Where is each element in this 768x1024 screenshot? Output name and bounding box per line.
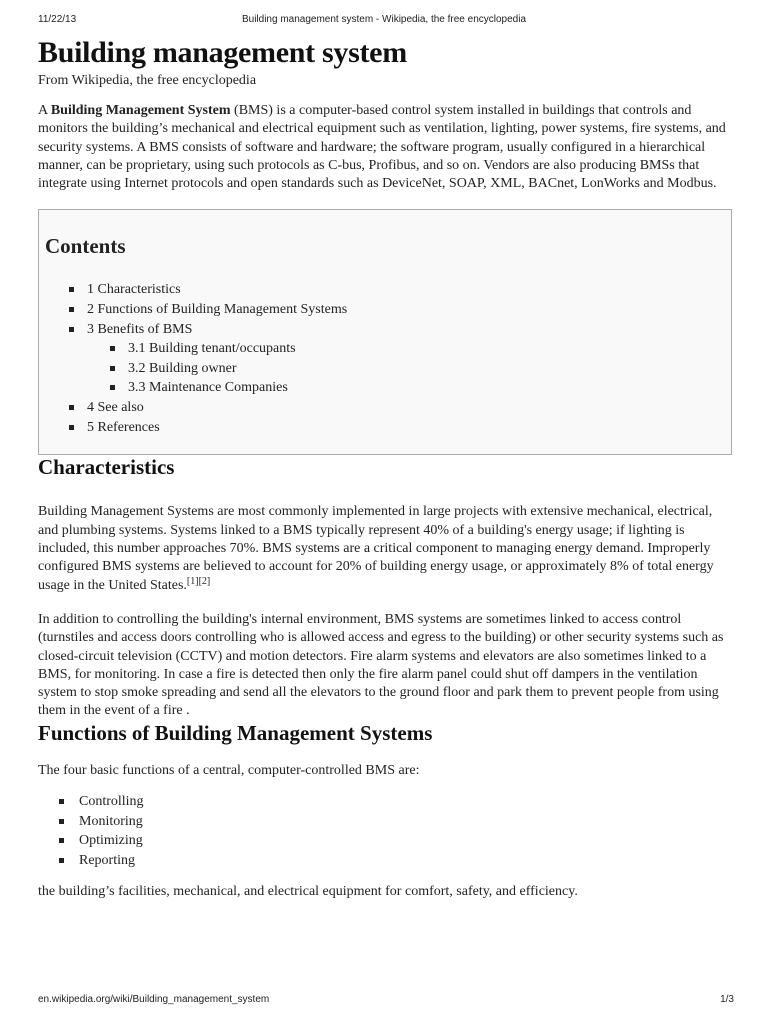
print-header xyxy=(0,14,768,28)
bullet-icon xyxy=(69,287,74,292)
functions-tail: the building’s facilities, mechanical, and electrical equipment for comfort, safety, and efficiency. xyxy=(38,884,578,900)
bullet-icon xyxy=(59,858,64,863)
characteristics-paragraph-1: Building Management Systems are most commonly implemented in large projects with extensive mechanical, electrical, and plumbing systems. Systems linked to a BMS typically represent 40% of a building's energy usage; if lighting is included, this number approaches 70%. BMS systems are a critical component to managing energy demand. Improperly configured BMS systems are believed to account for 20% of building energy usage, or approximately 8% of total energy usage in the United States.[1][2] xyxy=(38,504,714,593)
toc-heading: Contents xyxy=(45,234,126,259)
citation-2[interactable]: [2] xyxy=(198,575,211,587)
list-item: Optimizing xyxy=(38,831,732,851)
toc-item-characteristics[interactable]: 1 Characteristics xyxy=(67,280,347,300)
list-item: Controlling xyxy=(38,792,732,812)
list-item: Monitoring xyxy=(38,812,732,832)
toc-item-see-also[interactable]: 4 See also xyxy=(67,398,347,418)
bullet-icon xyxy=(110,346,115,351)
toc-item-references[interactable]: 5 References xyxy=(67,418,347,438)
functions-list xyxy=(38,792,732,870)
print-url: en.wikipedia.org/wiki/Building_management_system xyxy=(38,994,270,1005)
bullet-icon xyxy=(110,385,115,390)
intro-paragraph: A Building Management System (BMS) is a computer-based control system installed in buildings that controls and monitors the building’s mechanical and electrical equipment such as ventilation, lighting, power systems, fire systems, and security systems. A BMS consists of software and hardware; the software program, usually configured in a hierarchical manner, can be proprietary, using such protocols as C-bus, Profibus, and so on. Vendors are also producing BMSs that integrate using Internet protocols and open standards such as DeviceNet, SOAP, XML, BACnet, LonWorks and Modbus. xyxy=(38,103,726,192)
page-number: 1/3 xyxy=(720,994,734,1005)
page-title: Building management system xyxy=(38,36,407,69)
toc-item-benefits[interactable]: 3 Benefits of BMS xyxy=(67,320,347,340)
bullet-icon xyxy=(69,405,74,410)
section-heading-characteristics: Characteristics xyxy=(38,455,175,480)
list-item: Reporting xyxy=(38,851,732,871)
bullet-icon xyxy=(110,366,115,371)
toc-item-tenant[interactable]: 3.1 Building tenant/occupants xyxy=(67,339,347,359)
article xyxy=(38,36,732,902)
bullet-icon xyxy=(59,799,64,804)
toc-list xyxy=(67,280,347,437)
toc-item-owner[interactable]: 3.2 Building owner xyxy=(67,359,347,379)
toc-item-maintenance[interactable]: 3.3 Maintenance Companies xyxy=(67,378,347,398)
intro-bold-term: Building Management System xyxy=(50,103,231,118)
print-page-title: Building management system - Wikipedia, the free encyclopedia xyxy=(241,14,527,25)
site-sub: From Wikipedia, the free encyclopedia xyxy=(38,73,257,88)
print-date: 11/22/13 xyxy=(38,14,77,25)
citation-1[interactable]: [1] xyxy=(186,575,199,587)
bullet-icon xyxy=(69,425,74,430)
table-of-contents xyxy=(38,209,732,455)
print-footer xyxy=(0,994,768,1008)
bullet-icon xyxy=(69,307,74,312)
functions-intro: The four basic functions of a central, computer-controlled BMS are: xyxy=(38,762,420,778)
bullet-icon xyxy=(59,838,64,843)
characteristics-paragraph-2: In addition to controlling the building's internal environment, BMS systems are sometimes linked to access control (turnstiles and access doors controlling who is allowed access and egress to the building) or other security systems such as closed-circuit television (CCTV) and motion detectors. Fire alarm systems and elevators are also sometimes linked to a BMS, for monitoring. In case a fire is detected then only the fire alarm panel could shut off dampers in the ventilation system to stop smoke spreading and send all the elevators to the ground floor and park them to prevent people from using them in the event of a fire . xyxy=(38,611,724,719)
bullet-icon xyxy=(59,819,64,824)
section-heading-functions: Functions of Building Management Systems xyxy=(38,720,433,745)
bullet-icon xyxy=(69,327,74,332)
toc-item-functions[interactable]: 2 Functions of Building Management Systems xyxy=(67,300,347,320)
